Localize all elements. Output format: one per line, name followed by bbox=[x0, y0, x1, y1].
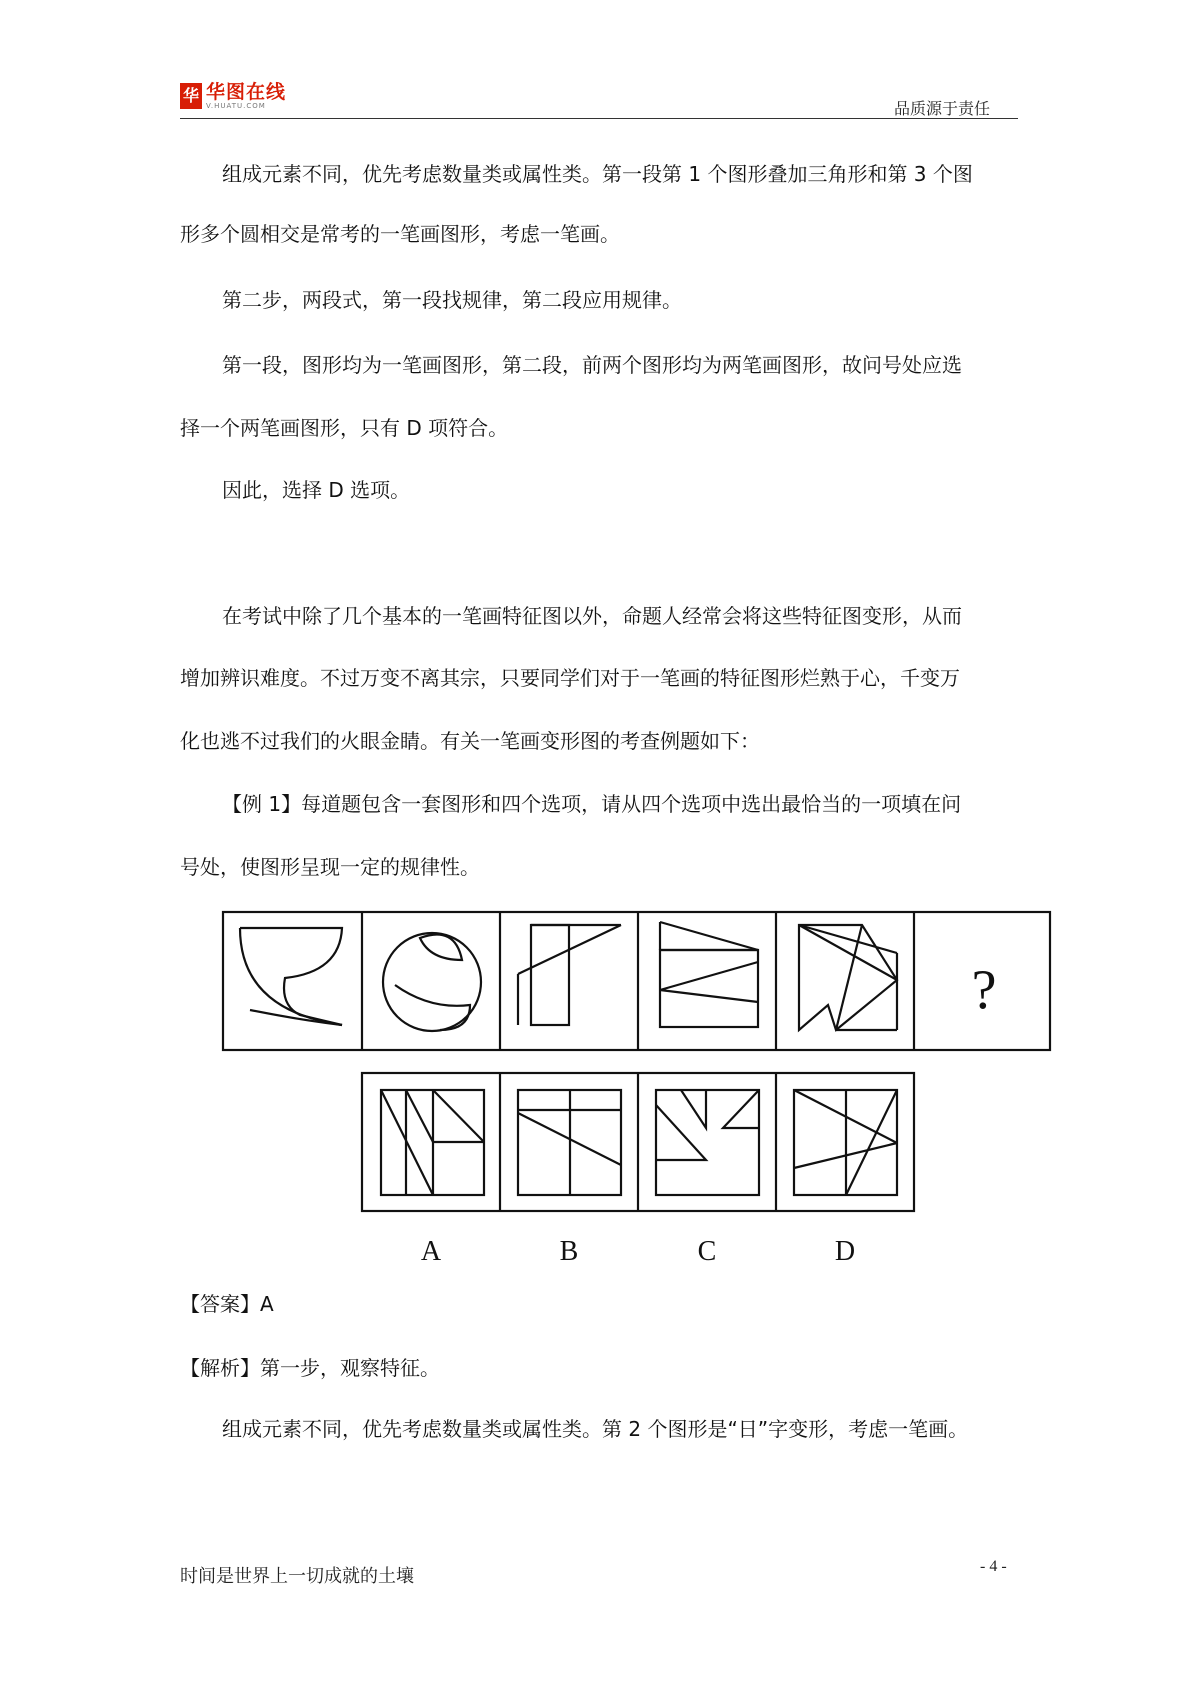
paragraph-line: 增加辨识难度。不过万变不离其宗，只要同学们对于一笔画的特征图形烂熟于心，千变万 bbox=[180, 666, 960, 690]
sequence-figure-5 bbox=[799, 925, 897, 1030]
option-figure-d bbox=[794, 1090, 897, 1195]
header-slogan: 品质源于责任 bbox=[893, 99, 990, 118]
footer-motto: 时间是世界上一切成就的土壤 bbox=[180, 1566, 414, 1587]
logo-url: V.HUATU.COM bbox=[206, 102, 266, 110]
logo-mark-icon: 华 bbox=[180, 83, 202, 109]
paragraph-line: 第二步，两段式，第一段找规律，第二段应用规律。 bbox=[222, 288, 682, 312]
sequence-frame bbox=[223, 912, 1050, 1050]
option-label-a: A bbox=[420, 1236, 442, 1267]
analysis-heading: 【解析】第一步，观察特征。 bbox=[180, 1356, 440, 1380]
sequence-figure-1 bbox=[240, 928, 342, 1025]
option-label-b: B bbox=[559, 1236, 579, 1267]
paragraph-line: 形多个圆相交是常考的一笔画图形，考虑一笔画。 bbox=[180, 222, 620, 246]
paragraph-line: 择一个两笔画图形，只有 D 项符合。 bbox=[180, 416, 509, 440]
answer-line: 【答案】A bbox=[180, 1292, 274, 1316]
paragraph-line: 在考试中除了几个基本的一笔画特征图以外，命题人经常会将这些特征图变形，从而 bbox=[222, 604, 962, 628]
option-label-d: D bbox=[834, 1236, 856, 1267]
sequence-figure-2 bbox=[383, 933, 481, 1031]
page-number: - 4 - bbox=[980, 1558, 1007, 1575]
question-mark: ? bbox=[971, 959, 997, 1021]
option-figure-b bbox=[518, 1090, 621, 1195]
sequence-figure-3 bbox=[518, 925, 621, 1025]
option-figure-c bbox=[656, 1090, 759, 1195]
option-figure-a bbox=[381, 1090, 484, 1195]
paragraph-line: 号处，使图形呈现一定的规律性。 bbox=[180, 855, 480, 879]
logo-name: 华图在线 bbox=[206, 81, 287, 103]
paragraph-line: 组成元素不同，优先考虑数量类或属性类。第一段第 1 个图形叠加三角形和第 3 个图 bbox=[222, 162, 973, 186]
option-label-c: C bbox=[697, 1236, 717, 1267]
paragraph-line: 化也逃不过我们的火眼金睛。有关一笔画变形图的考查例题如下： bbox=[180, 729, 760, 753]
paragraph-line: 因此，选择 D 选项。 bbox=[222, 478, 411, 502]
paragraph-line: 组成元素不同，优先考虑数量类或属性类。第 2 个图形是“日”字变形，考虑一笔画。 bbox=[222, 1417, 969, 1441]
sequence-figure-4 bbox=[660, 922, 758, 1027]
example-prompt: 【例 1】每道题包含一套图形和四个选项，请从四个选项中选出最恰当的一项填在问 bbox=[222, 792, 962, 816]
paragraph-line: 第一段，图形均为一笔画图形，第二段，前两个图形均为两笔画图形，故问号处应选 bbox=[222, 353, 962, 377]
